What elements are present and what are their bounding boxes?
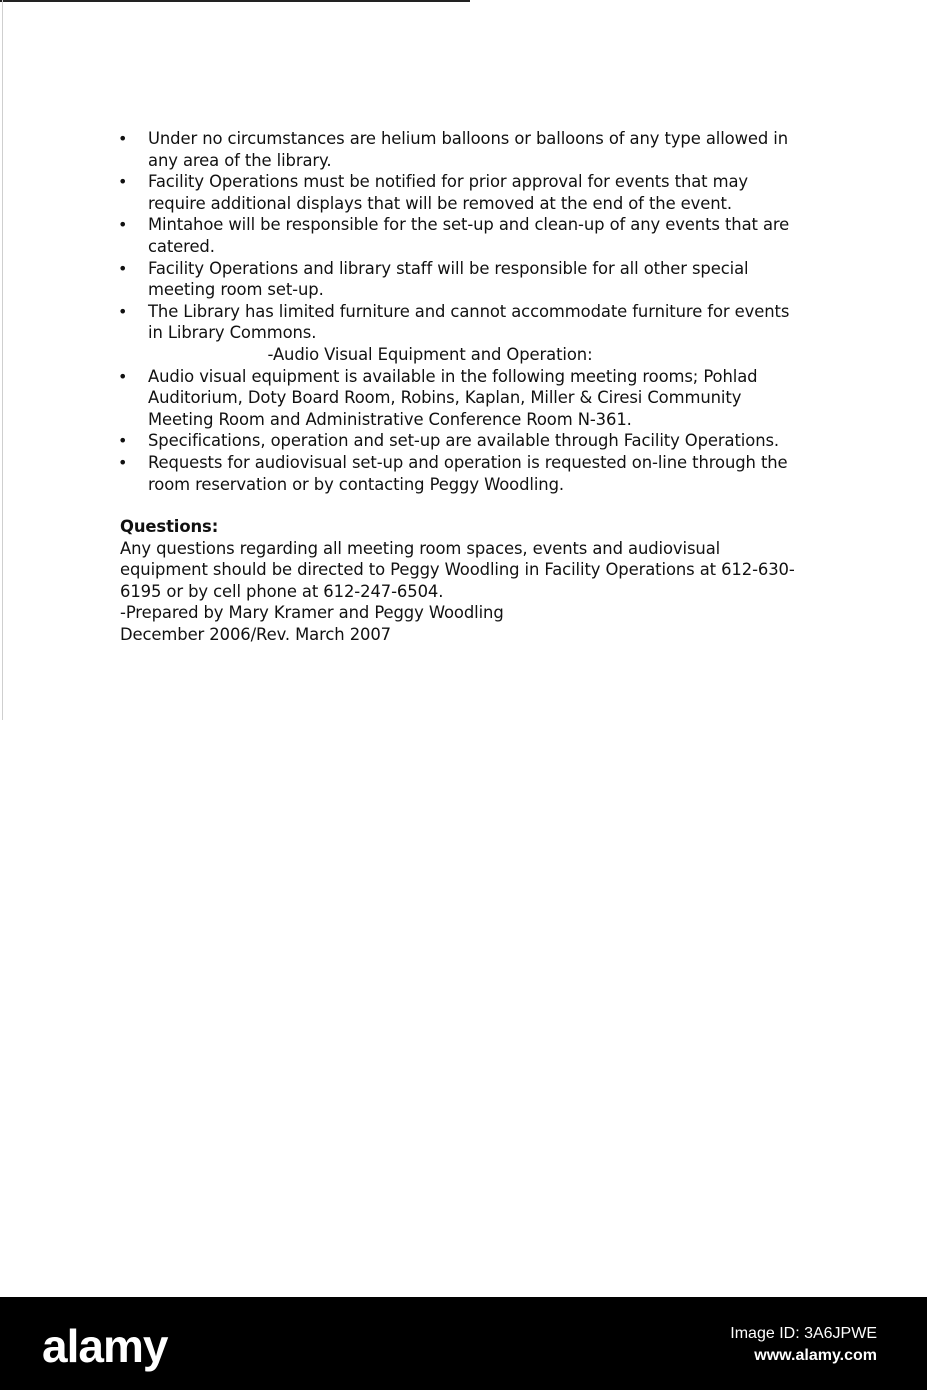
list-item: • The Library has limited furniture and cannot accommodate furniture for events in Library Commons. xyxy=(120,301,800,344)
watermark-url: www.alamy.com xyxy=(754,1347,877,1364)
prepared-by: -Prepared by Mary Kramer and Peggy Woodling xyxy=(120,603,504,623)
list-item: • Under no circumstances are helium balloons or balloons of any type allowed in any area of the library. xyxy=(120,128,800,171)
questions-heading: Questions: xyxy=(120,517,219,537)
top-rule xyxy=(0,0,470,2)
document-body xyxy=(120,128,800,646)
list-item: • Requests for audiovisual set-up and operation is requested on-line through the room reservation or by contacting Peggy Woodling. xyxy=(120,452,800,495)
list-item: • Audio visual equipment is available in the following meeting rooms; Pohlad Auditorium, Doty Board Room, Robins, Kaplan, Miller & Ciresi Community Meeting Room and Administrative Conference Room N-361. xyxy=(120,366,800,431)
list-item: • Facility Operations must be notified for prior approval for events that may require additional displays that will be removed at the end of the event. xyxy=(120,171,800,214)
list-item: • Mintahoe will be responsible for the set-up and clean-up of any events that are catered. xyxy=(120,214,800,257)
revision-date: December 2006/Rev. March 2007 xyxy=(120,625,392,645)
scan-edge xyxy=(2,0,3,720)
image-id: Image ID: 3A6JPWE xyxy=(730,1325,877,1342)
av-list xyxy=(120,366,800,496)
watermark-footer xyxy=(0,1297,927,1390)
watermark-info xyxy=(730,1323,877,1367)
alamy-logo: alamy xyxy=(42,1320,168,1372)
list-item: • Facility Operations and library staff will be responsible for all other special meeting room set-up. xyxy=(120,258,800,301)
questions-text: Any questions regarding all meeting room spaces, events and audiovisual equipment should be directed to Peggy Woodling in Facility Operations at 612-630-6195 or by cell phone at 612-247-6504. xyxy=(120,538,795,601)
policy-list xyxy=(120,128,800,344)
av-section-heading: -Audio Visual Equipment and Operation: xyxy=(267,344,593,364)
list-item: • Specifications, operation and set-up are available through Facility Operations. xyxy=(120,430,800,452)
